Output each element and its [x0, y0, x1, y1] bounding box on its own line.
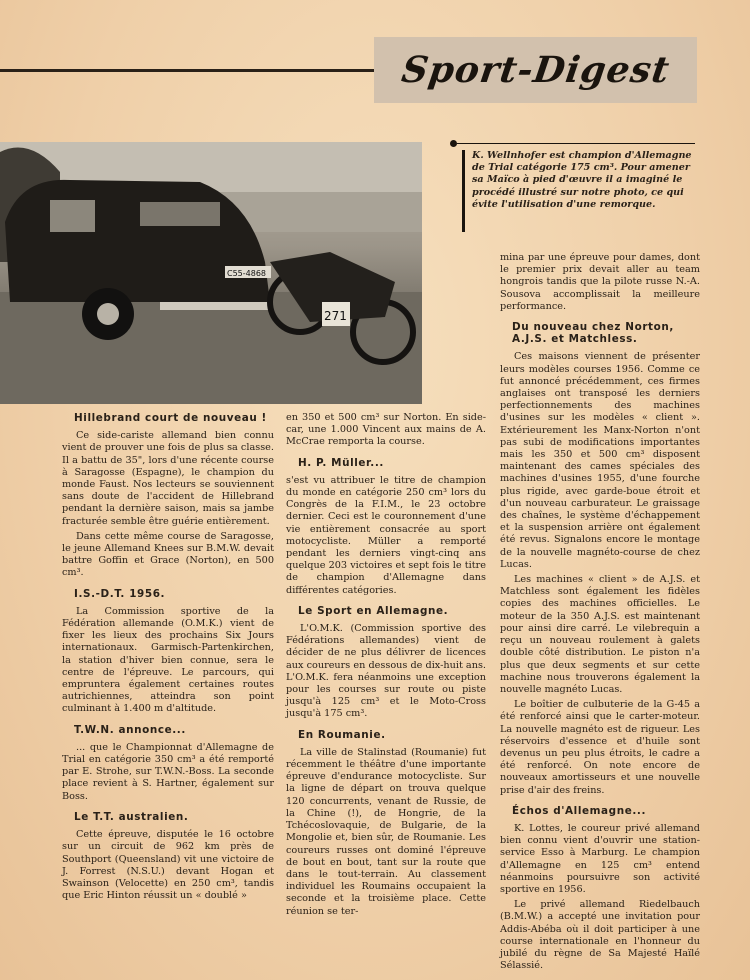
- car-motorcycle-photo: [0, 142, 422, 404]
- caption-bullet: [450, 140, 457, 147]
- paragraph: Dans cette même course de Saragosse, le jeune Allemand Knees sur B.M.W. devait battre Goffin et Grace (Norton), en 500 cm³.: [62, 530, 274, 579]
- paragraph: Le privé allemand Riedelbauch (B.M.W.) a accepté une invitation pour Addis-Abéba où il doit participer à une course internationale en l'honneur du jubilé du règne de Sa Majesté Haïlé Sélassié.: [500, 899, 700, 972]
- heading-hillebrand: Hillebrand court de nouveau !: [74, 412, 267, 424]
- heading-roumanie: En Roumanie.: [298, 728, 386, 741]
- paragraph: mina par une épreuve pour dames, dont le premier prix devait aller au team hongrois tandis que la pilote russe N.-A. Sousova accomplissait la meilleure performance.: [500, 252, 700, 312]
- caption-rule: [457, 143, 695, 144]
- paragraph: La Commission sportive de la Fédération allemande (O.M.K.) vient de fixer les lieux des prochains Six Jours internationaux. Garmisch-Partenkirchen, la station d'hiver bien connue, sera le centre de l'épreuve. Le parcours, qui empruntera également certaines routes autrichiennes, atteindra son point culminant à 1.400 m d'altitude.: [62, 605, 274, 715]
- heading-echos: Échos d'Allemagne...: [512, 804, 646, 817]
- paragraph: Ces maisons viennent de présenter leurs modèles courses 1956. Comme ce fut annoncé précédemment, ces firmes anglaises ont transposé les derniers perfectionnements des machines d'usines sur les modèles « client ». Extérieurement les Manx-Norton n'ont pas subi de modifications importantes mais les 350 et 500 cm³ disposent maintenant des cames spéciales des machines d'usines 1955, d'une fourche plus rigide, avec garde-boue étroit et d'un nouveau carburateur. Le graissage des chaînes, le système d'échappement et la suspension arrière ont également été revus. Signalons encore le montage de la nouvelle magnéto-course de chez Lucas.: [500, 351, 700, 570]
- car-plate: C55-4868: [227, 269, 267, 278]
- paragraph: Ce side-cariste allemand bien connu vient de prouver une fois de plus sa classe. Il a battu de 35", lors d'une récente course à Saragosse (Espagne), le champion du monde Faust. Nos lecteurs se souviennent sans doute de l'accident de Hillebrand pendant la dernière saison, mais sa jambe fracturée semble être guérie entièrement.: [62, 430, 274, 527]
- paragraph: en 350 et 500 cm³ sur Norton. En side-car, une 1.000 Vincent aux mains de A. McCrae remporta la course.: [286, 412, 486, 448]
- masthead-title: Sport-Digest: [398, 49, 673, 91]
- column-1: [62, 412, 274, 905]
- paragraph: Les machines « client » de A.J.S. et Matchless sont également les fidèles copies des machines officielles. Le moteur de la 350 A.J.S. est maintenant pour ainsi dire carré. Le vilebrequin a reçu un nouveau roulement à galets double côté distribution. Le piston n'a plus que deux segments et sur cette machine nous trouverons également la nouvelle magnéto Lucas.: [500, 574, 700, 695]
- moto-plate: 271: [324, 309, 347, 323]
- heading-muller: H. P. Müller...: [298, 456, 384, 469]
- paragraph: s'est vu attribuer le titre de champion du monde en catégorie 250 cm³ lors du Congrès de la F.I.M., le 23 octobre dernier. Ceci est le couronnement d'une vie entièrement consacrée au sport motocycliste. Müller a remporté pendant les derniers vingt-cinq ans quelque 203 victoires et sept fois le titre de champion d'Allemagne dans différentes catégories.: [286, 474, 486, 596]
- paragraph: K. Lottes, le coureur privé allemand bien connu vient d'ouvrir une station-service Esso à Marburg. Le champion d'Allemagne en 125 cm³ entend néanmoins poursuivre son activité sportive en 1956.: [500, 822, 700, 895]
- column-3: [500, 252, 700, 975]
- heading-norton-ajs: Du nouveau chez Norton, A.J.S. et Matchless.: [512, 321, 674, 346]
- caption-bar: [462, 150, 465, 232]
- heading-tt-australien: Le T.T. australien.: [74, 810, 189, 823]
- header-rule: [0, 69, 374, 72]
- heading-sport-allemagne: Le Sport en Allemagne.: [298, 604, 449, 617]
- paragraph: Le boîtier de culbuterie de la G-45 a été renforcé ainsi que le carter-moteur. La nouvelle magnéto est de rigueur. Les réservoirs d'essence et d'huile sont devenus un peu plus étroits, le cadre a été renforcé. On note encore de nouveaux amortisseurs et une nouvelle prise d'air des freins.: [500, 699, 700, 796]
- photo-caption: K. Wellnhofer est champion d'Allemagne de Trial catégorie 175 cm³. Pour amener sa Maïco à pied d'œuvre il a imaginé le procédé illustré sur notre photo, ce qui évite l'utilisation d'une remorque.: [472, 150, 692, 210]
- column-2: [286, 412, 486, 921]
- paragraph: La ville de Stalinstad (Roumanie) fut récemment le théâtre d'une importante épreuve d'endurance motocycliste. Sur la ligne de départ on trouva quelque 120 concurrents, venant de Russie, de la Chine (!), de Hongrie, de la Tchécoslovaquie, de Bulgarie, de la Mongolie et, bien sûr, de Roumanie. Les coureurs russes ont dominé l'épreuve de bout en bout, tant sur la route que dans le tout-terrain. Au classement individuel les Roumains occupaient la seconde et la troisième place. Cette réunion se ter-: [286, 746, 486, 917]
- masthead: [374, 37, 697, 103]
- paragraph: ... que le Championnat d'Allemagne de Trial en catégorie 350 cm³ a été remporté par E. Strohe, sur T.W.N.-Boss. La seconde place revient à S. Hartner, également sur Boss.: [62, 741, 274, 802]
- paragraph: Cette épreuve, disputée le 16 octobre sur un circuit de 962 km près de Southport (Queensland) vit une victoire de J. Forrest (N.S.U.) devant Hogan et Swainson (Velocette) en 250 cm³, tandis que Eric Hinton réussit un « doublé »: [62, 829, 274, 902]
- heading-isdt: I.S.-D.T. 1956.: [74, 587, 166, 600]
- photo: [0, 142, 422, 404]
- heading-twn: T.W.N. annonce...: [74, 723, 186, 736]
- paragraph: L'O.M.K. (Commission sportive des Fédérations allemandes) vient de décider de ne plus délivrer de licences aux coureurs en dessous de dix-huit ans. L'O.M.K. fera néanmoins une exception pour les courses sur route ou piste jusqu'à 125 cm³ et le Moto-Cross jusqu'à 175 cm³.: [286, 623, 486, 720]
